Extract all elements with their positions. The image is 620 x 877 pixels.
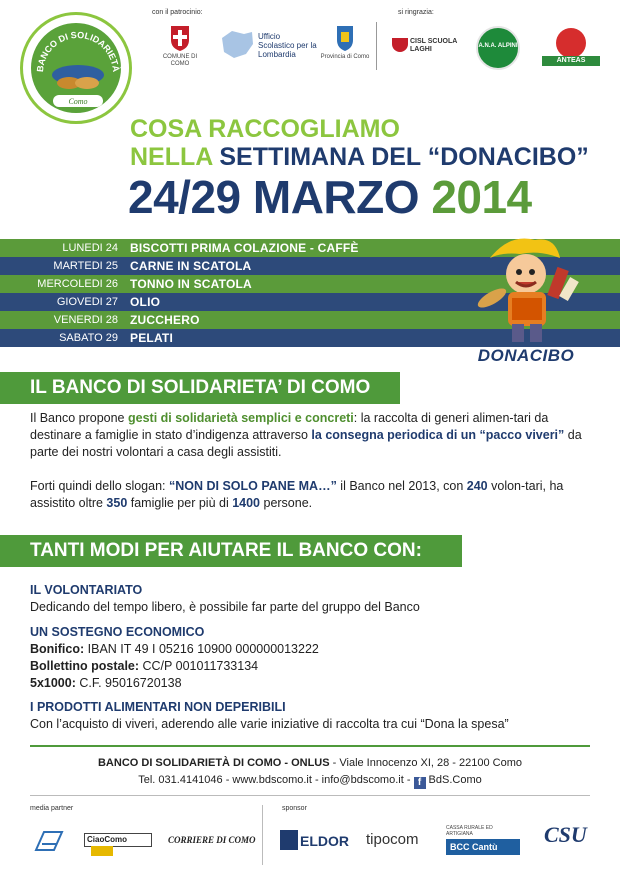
corriere-logo: CORRIERE DI COMO [168, 835, 256, 845]
footer-divider [30, 745, 590, 747]
schedule-row: MARTEDI 25 CARNE IN SCATOLA [0, 257, 620, 275]
bonifico-line: Bonifico: IBAN IT 49 I 05216 10900 000000013222 [30, 642, 319, 656]
alpini-logo: A.N.A. ALPINI [476, 26, 520, 70]
title-line-1: COSA RACCOGLIAMO [130, 115, 400, 143]
facebook-link[interactable]: BdS.Como [428, 774, 482, 786]
section1-paragraph-1: Il Banco propone gesti di solidarietà semplici e concreti: la raccolta di generi alimen-tari da destinare a famiglie in stato d’indigenza attraverso la consegna periodica di un “pacco viveri” da parte dei nostri volontari a casa degli assistiti. [30, 411, 582, 459]
section-heading-aiutare: TANTI MODI PER AIUTARE IL BANCO CON: [0, 535, 462, 567]
anteas-logo: ANTEAS [542, 28, 600, 68]
sponsor-label: sponsor [282, 805, 307, 812]
cinque-per-mille-line: 5x1000: C.F. 95016720138 [30, 676, 182, 690]
media-partner-label: media partner [30, 805, 74, 812]
banco-solidarieta-logo [20, 12, 132, 124]
ciaocomo-logo: CiaoComo [84, 833, 152, 847]
lombardia-map-icon [218, 28, 256, 62]
tv-logo-icon [34, 830, 64, 852]
title-line-2: NELLA SETTIMANA DEL “DONACIBO” [130, 143, 589, 171]
schedule-row: SABATO 29 PELATI [0, 329, 620, 347]
provincia-como-logo: Provincia di Como [320, 24, 370, 60]
footer-contacts: Tel. 031.4141046 - www.bdscomo.it - info@bdscomo.it - f BdS.Como [138, 774, 482, 788]
header-divider [376, 22, 377, 70]
text-volontariato: Dedicando del tempo libero, è possibile far parte del gruppo del Banco [30, 600, 420, 614]
logo-text-top: BANCO DI SOLIDARIETÀ [34, 29, 122, 73]
footer-address: BANCO DI SOLIDARIETÀ DI COMO - ONLUS - Viale Innocenzo XI, 28 - 22100 Como [97, 757, 523, 769]
section-heading-banco: IL BANCO DI SOLIDARIETA’ DI COMO [0, 372, 400, 404]
tipocom-logo: tipocom [366, 831, 419, 848]
heading-sostegno-economico: UN SOSTEGNO ECONOMICO [30, 625, 205, 639]
schedule-row: GIOVEDI 27 OLIO [0, 293, 620, 311]
ufficio-scolastico-logo: Ufficio Scolastico per la Lombardia [218, 24, 318, 64]
partners-divider [262, 805, 263, 865]
heading-prodotti-alimentari: I PRODOTTI ALIMENTARI NON DEPERIBILI [30, 700, 286, 714]
bcc-cantu-logo: CASSA RURALE ED ARTIGIANA BCC Cantù [446, 825, 520, 851]
heading-volontariato: IL VOLONTARIATO [30, 583, 143, 597]
facebook-icon: f [414, 777, 426, 789]
bollettino-line: Bollettino postale: CC/P 001011733134 [30, 659, 259, 673]
logo-text-bottom: Como [68, 97, 88, 106]
cisl-logo: CISL SCUOLA LAGHI [392, 38, 460, 60]
schedule-row: VENERDI 28 ZUCCHERO [0, 311, 620, 329]
thanks-label: si ringrazia: [398, 9, 434, 16]
media-partner-logo-1 [34, 830, 64, 852]
mascot-label: DONACIBO [477, 346, 575, 365]
donacibo-mascot [460, 228, 592, 368]
schedule-row: LUNEDI 24 BISCOTTI PRIMA COLAZIONE - CAFFÈ [0, 239, 620, 257]
provincia-arms-icon [335, 24, 355, 52]
title-dates: 24/29 MARZO 2014 [128, 171, 532, 223]
footer-divider-2 [30, 795, 590, 796]
comune-como-logo: COMUNE DI COMO [160, 24, 200, 68]
coat-of-arms-icon [169, 24, 191, 52]
section1-paragraph-2: Forti quindi dello slogan: “NON DI SOLO PANE MA…” il Banco nel 2013, con 240 volon-tari, ha assistito oltre 350 famiglie per più di 1400 persone. [30, 479, 564, 510]
patronage-label: con il patrocinio: [152, 9, 203, 16]
eldor-logo: ELDOR [280, 830, 348, 850]
csu-logo: CSU [544, 822, 587, 847]
text-prodotti-alimentari: Con l’acquisto di viveri, aderendo alle varie iniziative di raccolta tra cui “Dona la spesa” [30, 717, 509, 731]
schedule-row: MERCOLEDI 26 TONNO IN SCATOLA [0, 275, 620, 293]
